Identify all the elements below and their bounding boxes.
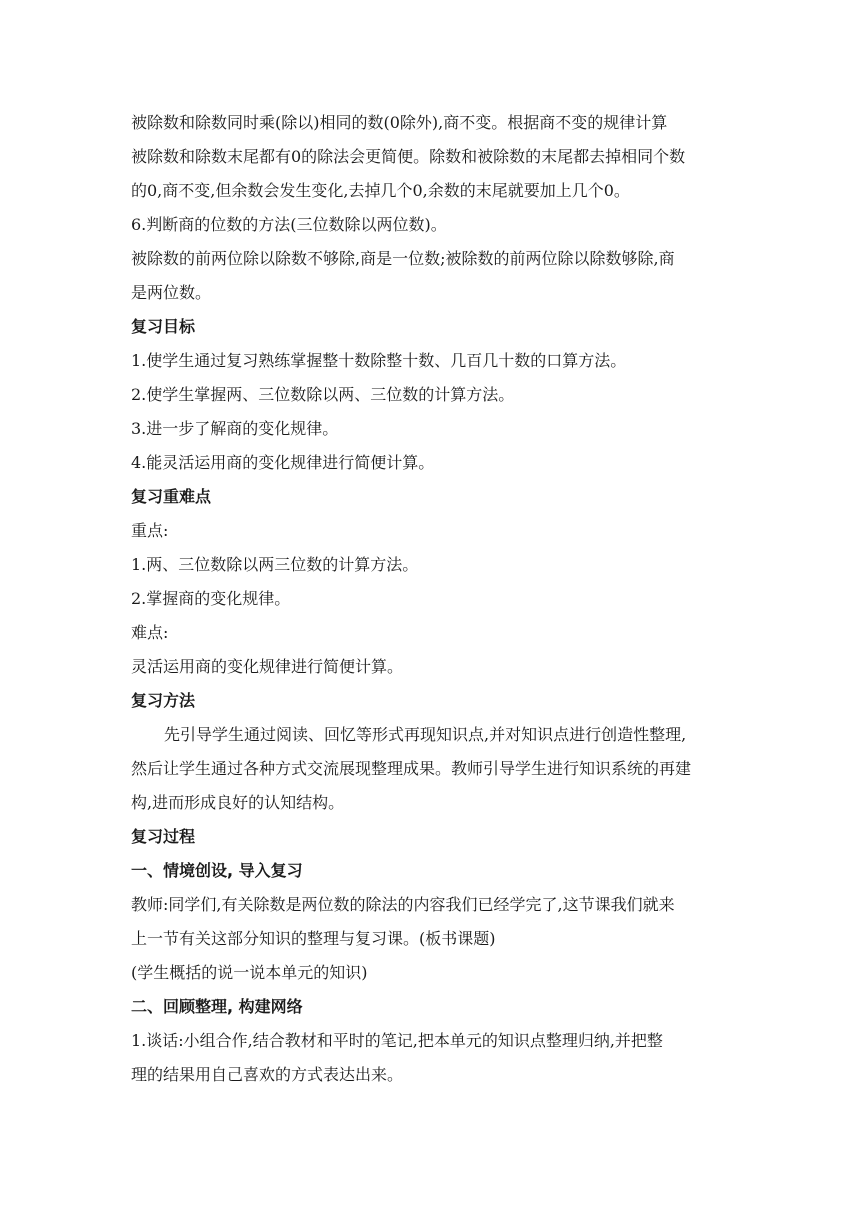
paragraph-line: 理的结果用自己喜欢的方式表达出来。 [131,1065,404,1084]
paragraph-line: 被除数和除数同时乘(除以)相同的数(0除外),商不变。根据商不变的规律计算 [131,113,668,132]
section-heading-key-difficulties: 复习重难点 [131,487,212,506]
paragraph-line: (学生概括的说一说本单元的知识) [131,963,368,982]
paragraph-line: 灵活运用商的变化规律进行简便计算。 [131,657,404,676]
list-item: 2.掌握商的变化规律。 [131,589,291,608]
list-item: 1.两、三位数除以两三位数的计算方法。 [131,555,419,574]
paragraph-line: 先引导学生通过阅读、回忆等形式再现知识点,并对知识点进行创造性整理, [164,725,687,744]
paragraph-line: 的0,商不变,但余数会发生变化,去掉几个0,余数的末尾就要加上几个0。 [131,181,630,200]
list-item: 3.进一步了解商的变化规律。 [131,419,339,438]
paragraph-line: 教师:同学们,有关除数是两位数的除法的内容我们已经学完了,这节课我们就来 [131,895,675,914]
list-item: 6.判断商的位数的方法(三位数除以两位数)。 [131,215,447,234]
list-item: 1.使学生通过复习熟练掌握整十数除整十数、几百几十数的口算方法。 [131,351,627,370]
paragraph-line: 然后让学生通过各种方式交流展现整理成果。教师引导学生进行知识系统的再建 [131,759,692,778]
paragraph-line: 被除数的前两位除以除数不够除,商是一位数;被除数的前两位除以除数够除,商 [131,249,675,268]
subsection-heading-review: 二、回顾整理, 构建网络 [131,997,303,1016]
list-item: 1.谈话:小组合作,结合教材和平时的笔记,把本单元的知识点整理归纳,并把整 [131,1031,663,1050]
subheading-key-points: 重点: [131,521,169,540]
section-heading-review-method: 复习方法 [131,691,196,710]
subsection-heading-intro: 一、情境创设, 导入复习 [131,861,303,880]
section-heading-review-process: 复习过程 [131,827,196,846]
paragraph-line: 被除数和除数末尾都有0的除法会更简便。除数和被除数的末尾都去掉相同个数 [131,147,686,166]
document-body [131,106,731,1092]
section-heading-review-goals: 复习目标 [131,317,196,336]
list-item: 4.能灵活运用商的变化规律进行简便计算。 [131,453,435,472]
list-item: 2.使学生掌握两、三位数除以两、三位数的计算方法。 [131,385,515,404]
paragraph-line: 上一节有关这部分知识的整理与复习课。(板书课题) [131,929,496,948]
subheading-difficulties: 难点: [131,623,169,642]
paragraph-line: 构,进而形成良好的认知结构。 [131,793,345,812]
paragraph-line: 是两位数。 [131,283,212,302]
